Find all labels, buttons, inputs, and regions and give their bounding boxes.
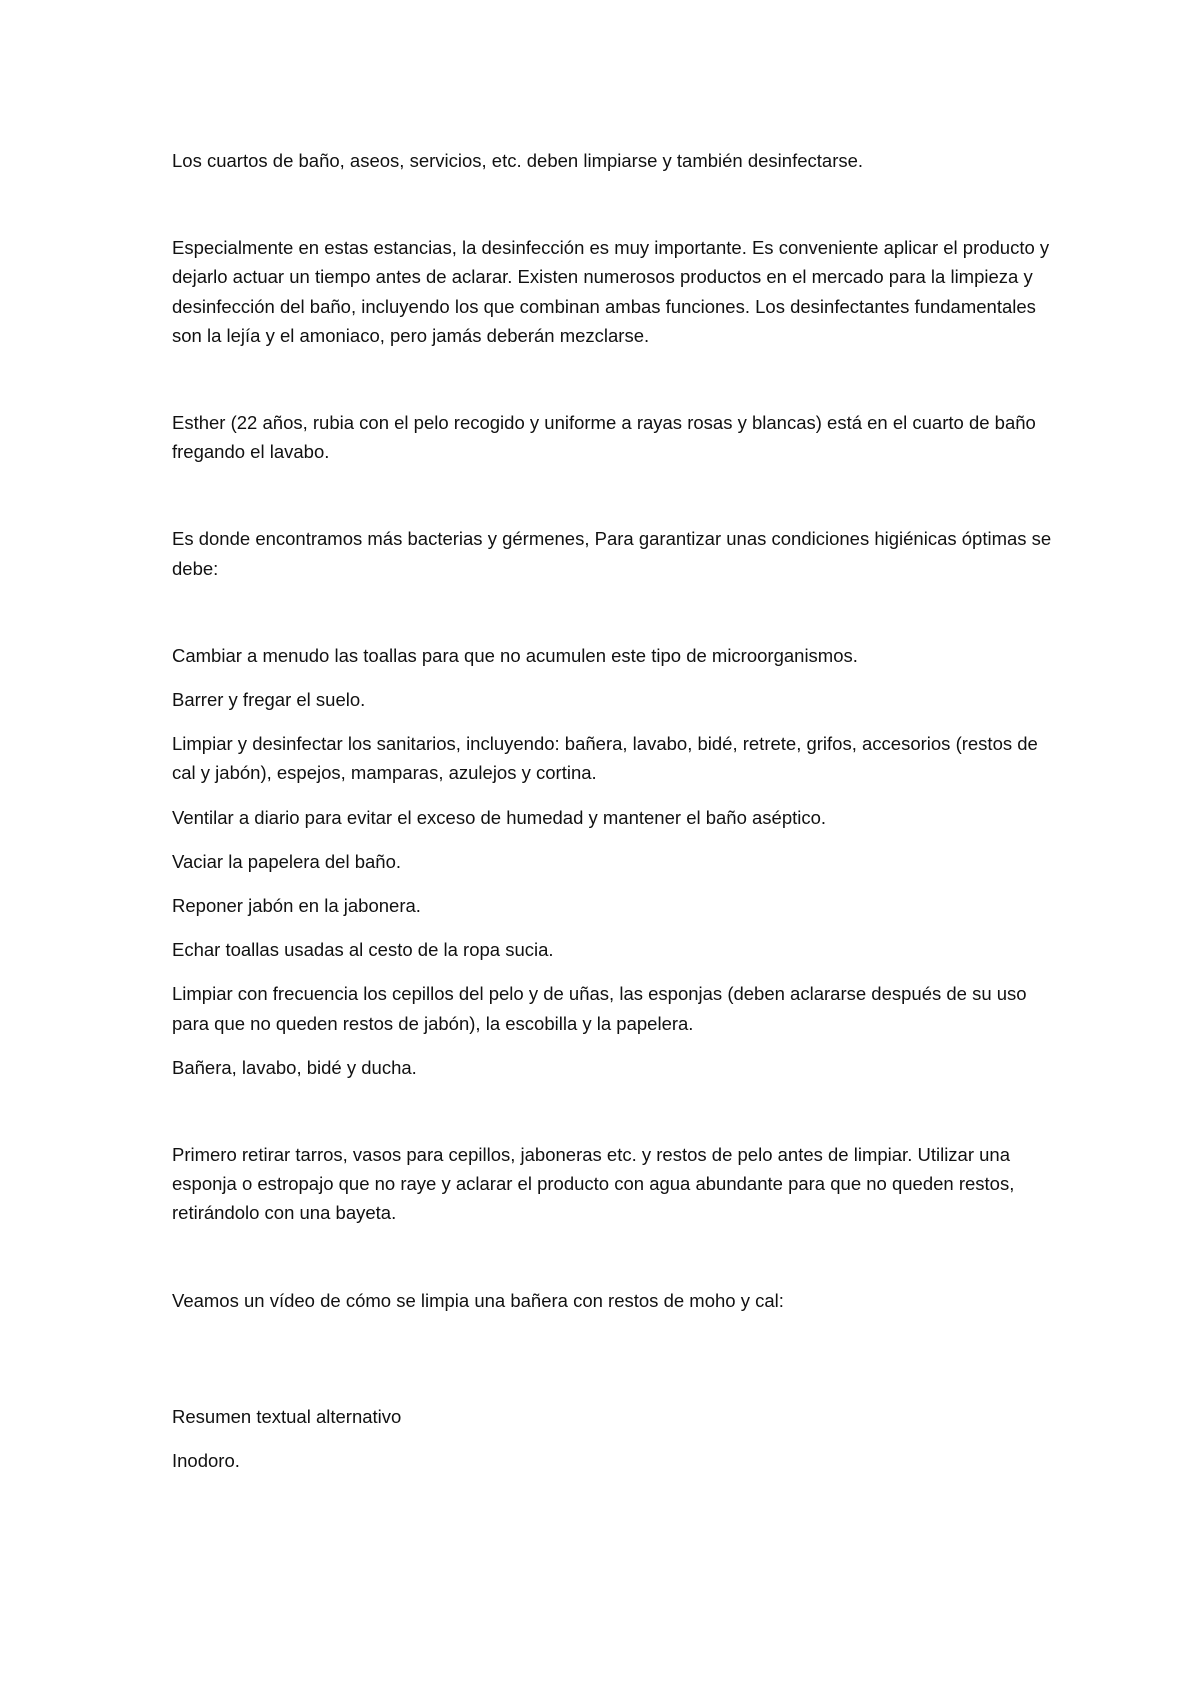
list-item-brushes: Limpiar con frecuencia los cepillos del pelo y de uñas, las esponjas (deben aclararse después de su uso para que no queden restos de jabón), la escobilla y la papelera. (172, 983, 1027, 1034)
list-item-towels: Cambiar a menudo las toallas para que no acumulen este tipo de microorganismos. (172, 644, 858, 666)
list-item-bin: Vaciar la papelera del baño. (172, 850, 402, 872)
list-item-sanitaries: Limpiar y desinfectar los sanitarios, incluyendo: bañera, lavabo, bidé, retrete, grifos, accesorios (restos de cal y jabón), espejos, mamparas, azulejos y cortina. (172, 733, 1038, 784)
section-heading-toilet: Inodoro. (172, 1450, 240, 1472)
list-item-floor: Barrer y fregar el suelo. (172, 689, 366, 711)
section-heading-bathtub: Bañera, lavabo, bidé y ducha. (172, 1056, 417, 1078)
document-body (172, 146, 1052, 1475)
paragraph-esther: Esther (22 años, rubia con el pelo recogido y uniforme a rayas rosas y blancas) está en el cuarto de baño fregando el lavabo. (172, 412, 1036, 463)
paragraph-summary: Resumen textual alternativo (172, 1405, 402, 1427)
paragraph-procedure: Primero retirar tarros, vasos para cepillos, jaboneras etc. y restos de pelo antes de limpiar. Utilizar una esponja o estropajo que no raye y aclarar el producto con agua abundante para que no queden restos, retirándolo con una bayeta. (172, 1144, 1015, 1224)
paragraph-disinfection: Especialmente en estas estancias, la desinfección es muy importante. Es conveniente aplicar el producto y dejarlo actuar un tiempo antes de aclarar. Existen numerosos productos en el mercado para la limpieza y desinfección del baño, incluyendo los que combinan ambas funciones. Los desinfectantes fundamentales son la lejía y el amoniaco, pero jamás deberán mezclarse. (172, 237, 1050, 346)
paragraph-intro: Los cuartos de baño, aseos, servicios, etc. deben limpiarse y también desinfectarse. (172, 150, 864, 171)
paragraph-bacteria: Es donde encontramos más bacterias y gérmenes, Para garantizar unas condiciones higiénicas óptimas se debe: (172, 528, 1052, 579)
list-item-soap: Reponer jabón en la jabonera. (172, 895, 421, 917)
list-item-laundry: Echar toallas usadas al cesto de la ropa sucia. (172, 939, 554, 961)
list-item-ventilate: Ventilar a diario para evitar el exceso de humedad y mantener el baño aséptico. (172, 806, 827, 828)
paragraph-video: Veamos un vídeo de cómo se limpia una bañera con restos de moho y cal: (172, 1289, 784, 1311)
